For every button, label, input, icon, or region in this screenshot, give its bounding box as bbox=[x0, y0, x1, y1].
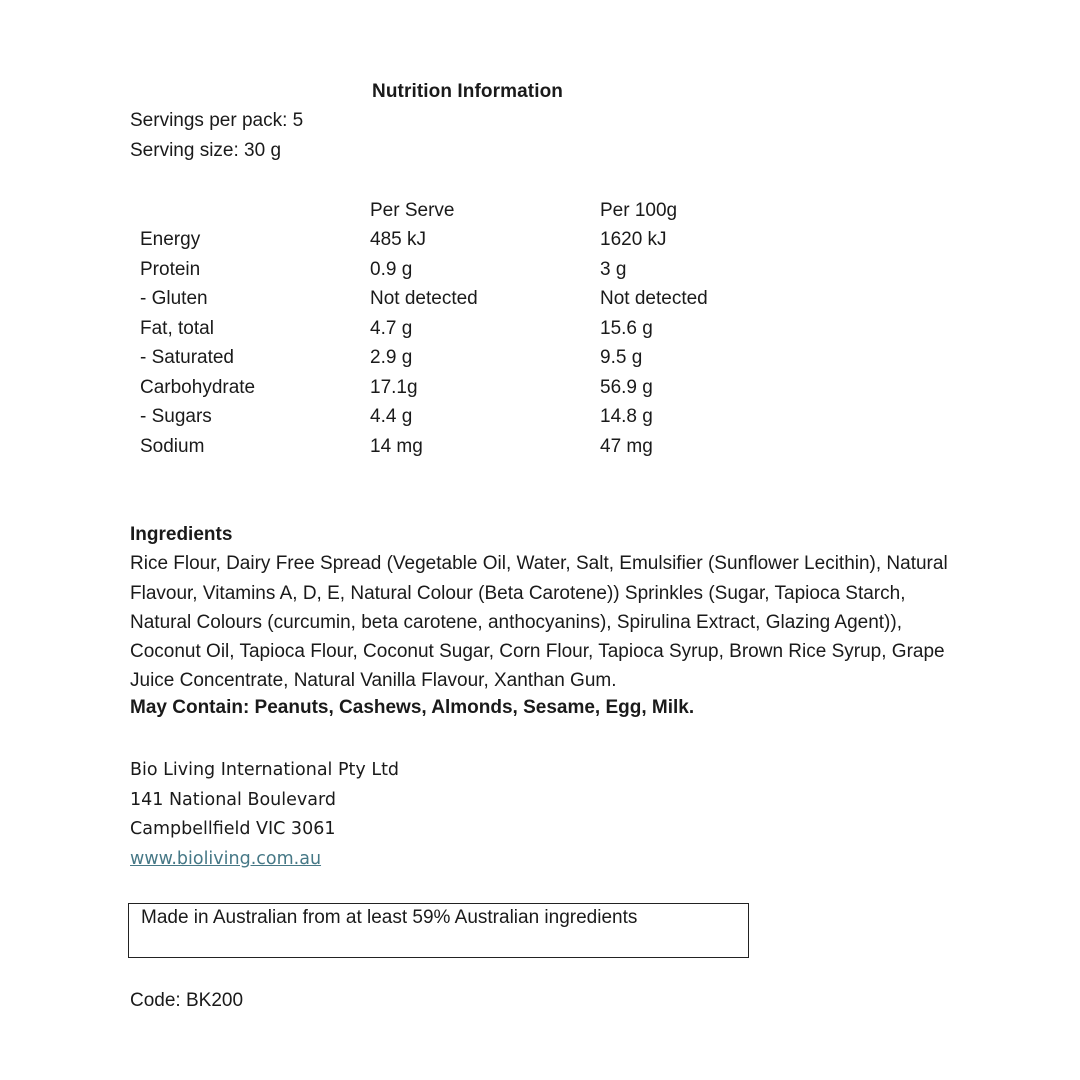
per-100g-value: 3 g bbox=[600, 258, 627, 280]
per-100g-value: 15.6 g bbox=[600, 317, 653, 339]
page-title: Nutrition Information bbox=[372, 81, 564, 102]
nutrient-name: Fat, total bbox=[140, 317, 214, 339]
nutrient-name: Carbohydrate bbox=[140, 376, 256, 398]
nutrient-name: Sodium bbox=[140, 435, 205, 457]
per-serve-value: 4.7 g bbox=[370, 317, 413, 339]
nutrient-name: Protein bbox=[140, 258, 201, 280]
origin-statement: Made in Australian from at least 59% Australian ingredients bbox=[141, 907, 638, 928]
nutrient-name: Energy bbox=[140, 229, 201, 251]
table-row bbox=[130, 403, 800, 433]
website-link[interactable]: www.bioliving.com.au bbox=[130, 848, 322, 869]
per-100g-value: 56.9 g bbox=[600, 376, 653, 398]
table-row bbox=[130, 255, 800, 285]
product-code: Code: BK200 bbox=[130, 990, 244, 1011]
per-serve-value: 2.9 g bbox=[370, 347, 413, 369]
servings-per-pack: Servings per pack: 5 bbox=[130, 110, 304, 131]
per-100g-value: 9.5 g bbox=[600, 347, 643, 369]
per-serve-value: 0.9 g bbox=[370, 258, 413, 280]
nutrient-name: - Saturated bbox=[140, 347, 234, 369]
table-row bbox=[130, 344, 800, 374]
company-address bbox=[130, 756, 399, 874]
per-serve-value: Not detected bbox=[370, 288, 478, 310]
table-header-row bbox=[130, 196, 800, 226]
nutrient-name: - Sugars bbox=[140, 406, 212, 428]
nutrition-table bbox=[130, 196, 800, 462]
company-street: 141 National Boulevard bbox=[130, 789, 336, 810]
per-serve-value: 14 mg bbox=[370, 435, 423, 457]
company-name: Bio Living International Pty Ltd bbox=[130, 760, 400, 780]
table-header-per-serve: Per Serve bbox=[370, 199, 455, 221]
per-serve-value: 4.4 g bbox=[370, 406, 413, 428]
per-100g-value: Not detected bbox=[600, 288, 708, 310]
ingredients-section bbox=[130, 520, 960, 696]
per-100g-value: 1620 kJ bbox=[600, 229, 667, 251]
table-row bbox=[130, 373, 800, 403]
company-city: Campbellfield VIC 3061 bbox=[130, 819, 336, 840]
table-header-nutrient bbox=[130, 196, 370, 226]
per-serve-value: 485 kJ bbox=[370, 229, 426, 251]
nutrient-name: - Gluten bbox=[140, 288, 208, 310]
country-of-origin-box bbox=[128, 903, 749, 958]
table-row bbox=[130, 314, 800, 344]
table-row bbox=[130, 226, 800, 256]
table-header-per-100g: Per 100g bbox=[600, 199, 678, 221]
allergen-statement: May Contain: Peanuts, Cashews, Almonds, Sesame, Egg, Milk. bbox=[130, 697, 695, 718]
ingredients-text: Rice Flour, Dairy Free Spread (Vegetable Oil, Water, Salt, Emulsifier (Sunflower Lecithin), Natural Flavour, Vitamins A, D, E, Natural Colour (Beta Carotene)) Sprinkles (Sugar, Tapioca Starch, Natural Colours (curcumin, beta carotene, anthocyanins), Spirulina Extract, Glazing Agent)), Coconut Oil, Tapioca Flour, Coconut Sugar, Corn Flour, Tapioca Syrup, Brown Rice Syrup, Grape Juice Concentrate, Natural Vanilla Flavour, Xanthan Gum. bbox=[130, 553, 948, 692]
serving-size: Serving size: 30 g bbox=[130, 140, 282, 161]
per-100g-value: 47 mg bbox=[600, 435, 653, 457]
per-serve-value: 17.1g bbox=[370, 376, 418, 398]
table-row bbox=[130, 432, 800, 462]
ingredients-heading: Ingredients bbox=[130, 524, 233, 545]
table-row bbox=[130, 285, 800, 315]
per-100g-value: 14.8 g bbox=[600, 406, 653, 428]
